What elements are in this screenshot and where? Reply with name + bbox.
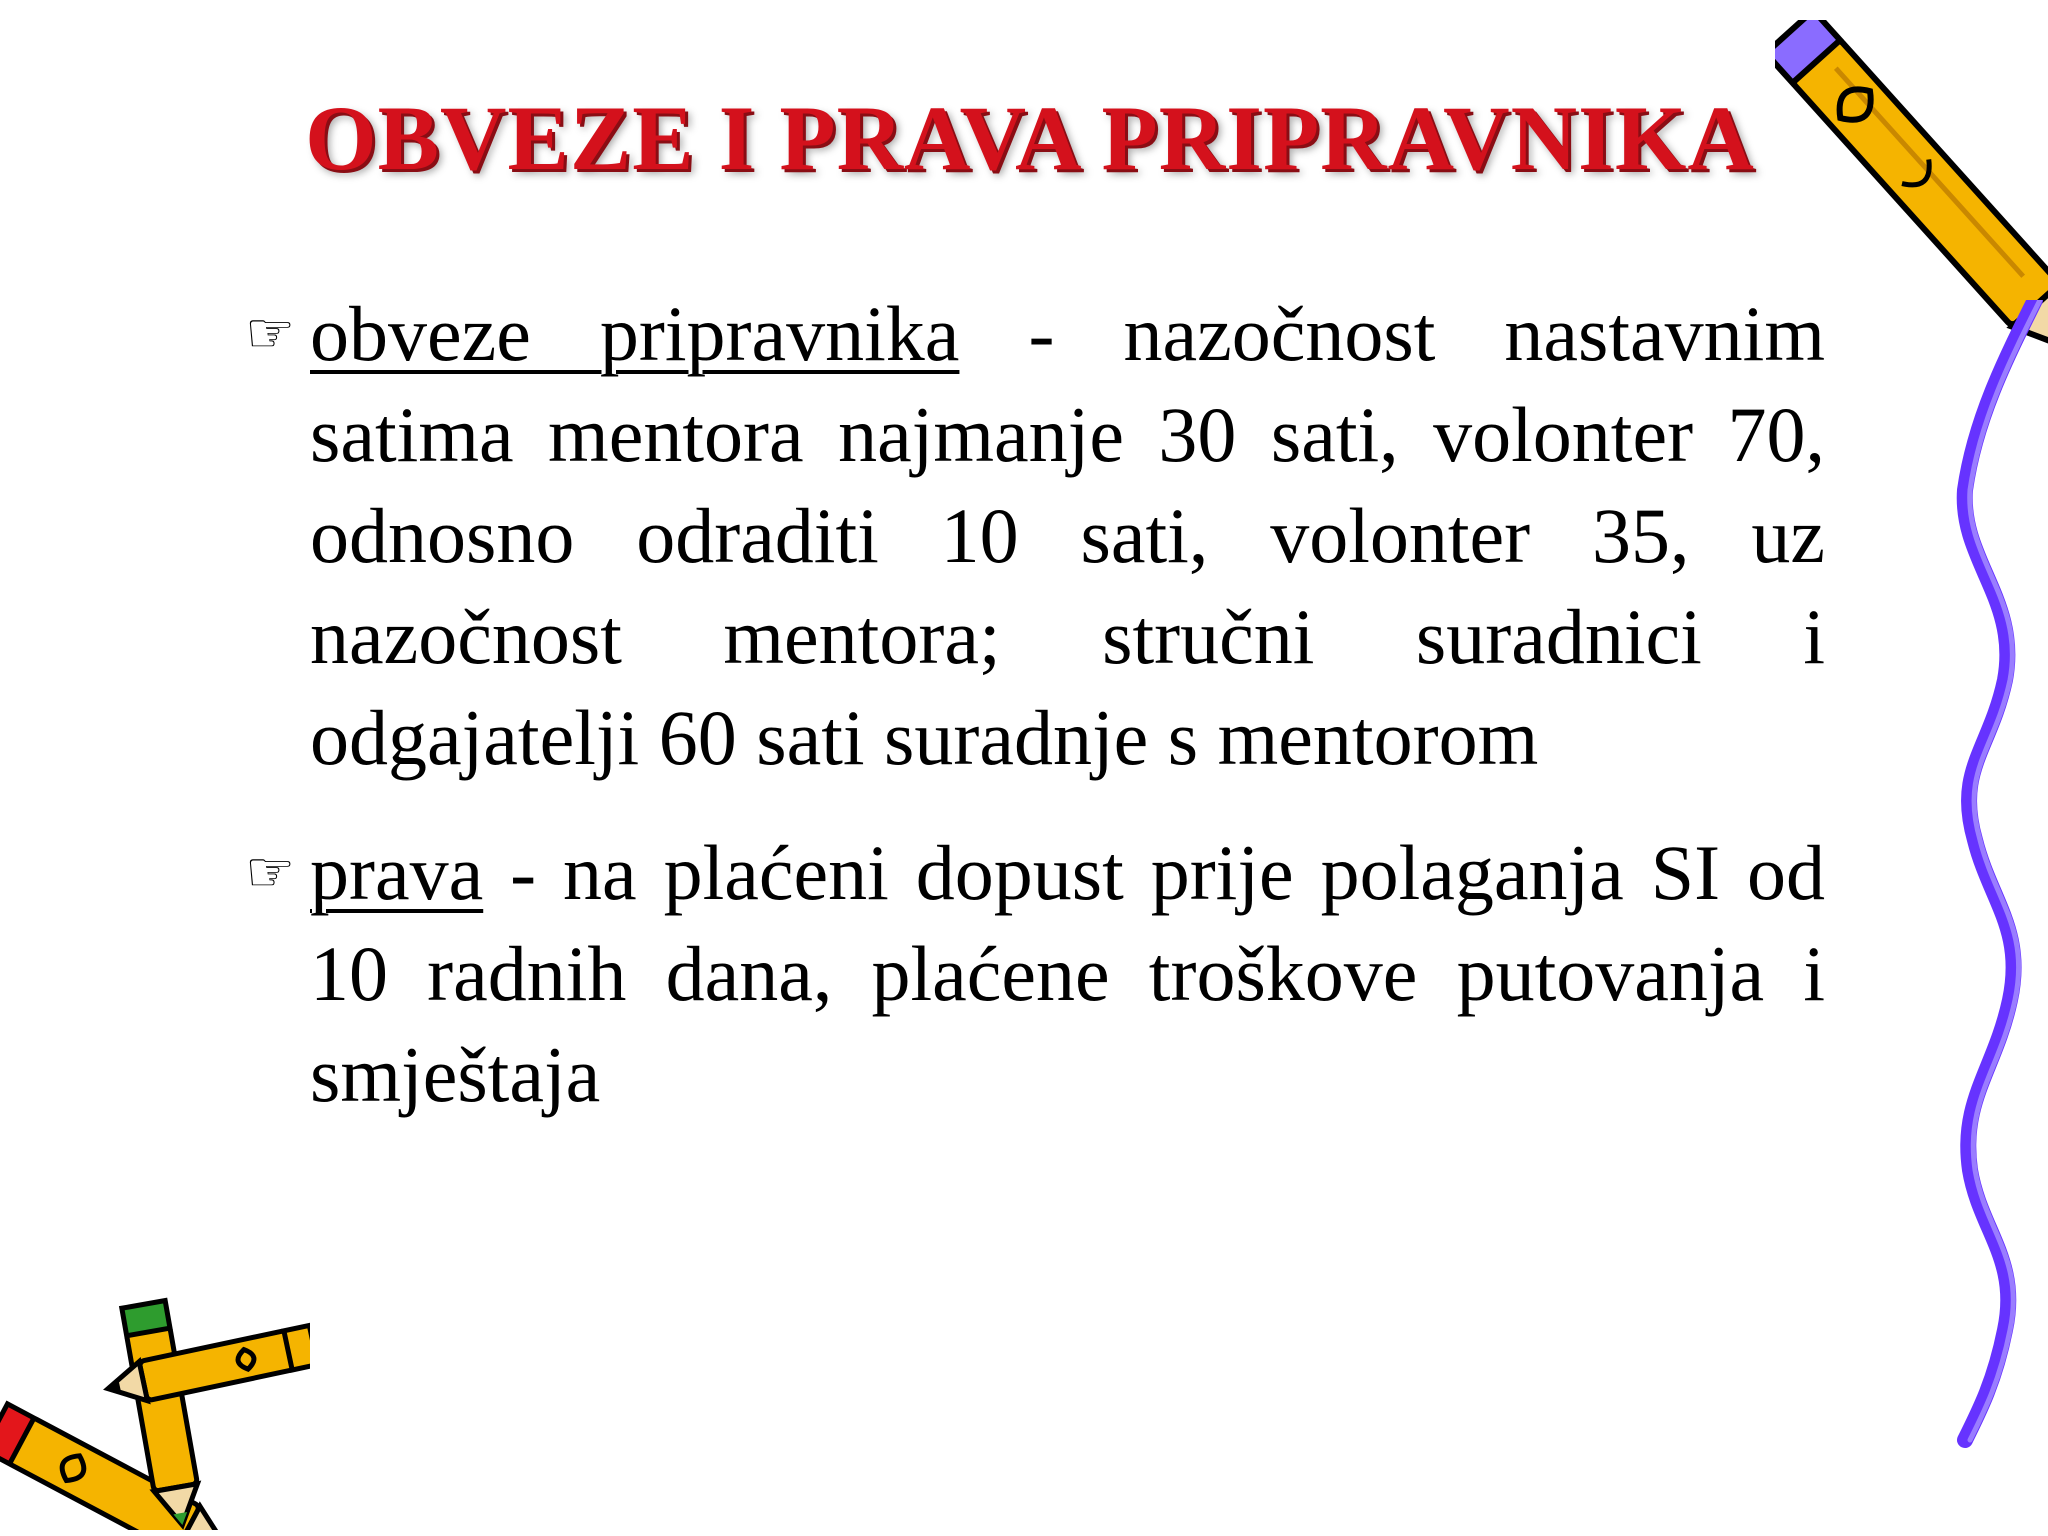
bullet-obligations bbox=[245, 283, 1825, 788]
bullet-term: obveze pripravnika bbox=[310, 290, 960, 377]
wavy-ribbon-icon bbox=[1935, 300, 2048, 1450]
bullet-list bbox=[245, 283, 1825, 1125]
bullet-text: - nazočnost nastavnim satima mentora najmanje 30 sati, volonter 70, odnosno odraditi 10 sati, volonter 35, uz nazočnost mentora; stručni suradnici i odgajatelji 60 sati suradnje s mentorom bbox=[310, 290, 1825, 781]
page-title: OBVEZE I PRAVA PRIPRAVNIKA bbox=[305, 87, 1755, 189]
pointing-hand-icon: ☞ bbox=[245, 840, 296, 905]
bullet-term: prava bbox=[310, 829, 484, 916]
bullet-rights bbox=[245, 822, 1825, 1125]
bullet-text: - na plaćeni dopust prije polaganja SI od 10 radnih dana, plaćene troškove putovanja i smještaja bbox=[310, 829, 1825, 1118]
crossed-pencils-icon bbox=[0, 1290, 310, 1530]
pointing-hand-icon: ☞ bbox=[245, 301, 296, 366]
